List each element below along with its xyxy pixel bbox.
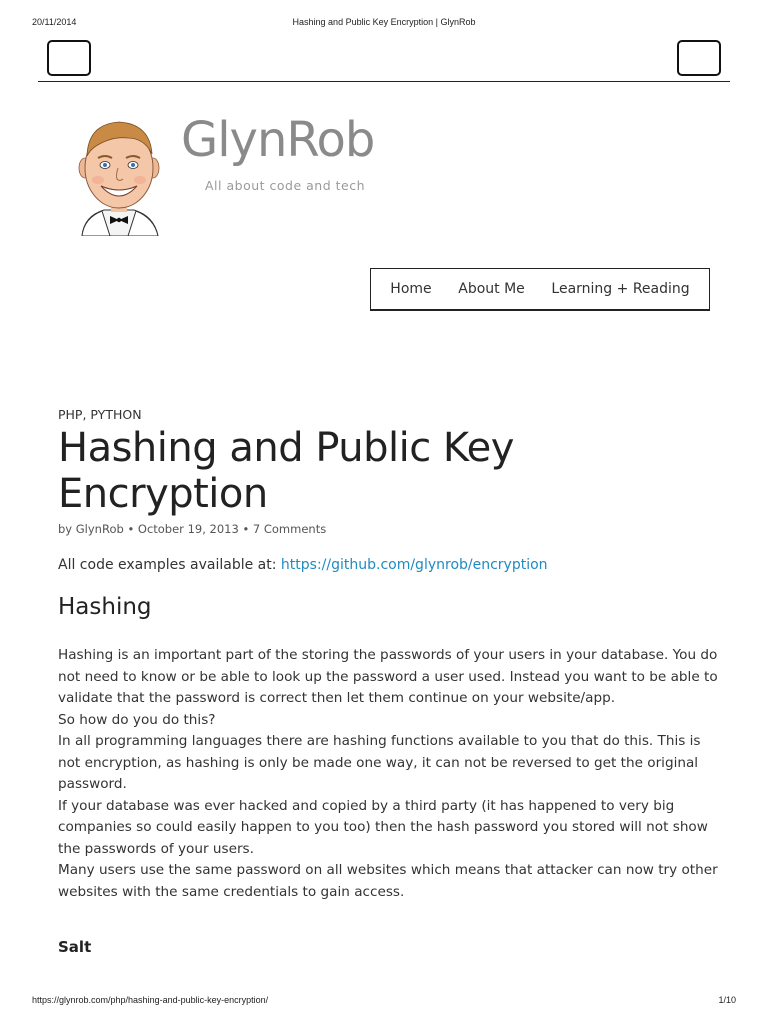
meta-separator: • [242, 522, 250, 536]
post-date[interactable]: October 19, 2013 [137, 522, 239, 536]
post-body [58, 645, 718, 903]
avatar[interactable] [74, 116, 164, 236]
section-heading-hashing: Hashing [58, 594, 152, 620]
post-categories[interactable]: PHP, PYTHON [58, 407, 142, 422]
print-url: https://glynrob.com/php/hashing-and-public-key-encryption/ [32, 995, 269, 1005]
post-title: Hashing and Public Key Encryption [58, 425, 514, 517]
nav-item-about-me[interactable]: About Me [458, 281, 525, 297]
menu-toggle-button[interactable] [47, 40, 91, 76]
comments-link[interactable]: 7 Comments [252, 522, 327, 536]
code-examples-label: All code examples available at: [58, 557, 277, 573]
nav-item-learning-reading[interactable]: Learning + Reading [551, 281, 690, 297]
print-page-number: 1/10 [718, 995, 736, 1005]
print-date: 20/11/2014 [32, 17, 77, 27]
site-tagline: All about code and tech [205, 178, 366, 193]
paragraph: Hashing is an important part of the storing the passwords of your users in your database. You do not need to know or be able to look up the password a user used. Instead you want to be able to validate that the password is correct then let them continue on your website/app. [58, 647, 718, 706]
print-page-title: Hashing and Public Key Encryption | GlynRob [292, 17, 476, 27]
site-title[interactable]: GlynRob [181, 112, 375, 168]
paragraph: If your database was ever hacked and copied by a third party (it has happened to very big companies so could easily happen to you too) then the hash password you stored will not show the passwords of your users. [58, 797, 708, 857]
nav-item-home[interactable]: Home [390, 281, 432, 297]
paragraph: In all programming languages there are hashing functions available to you that do this. This is not encryption, as hashing is only be made one way, it can not be reversed to get the original password. [58, 733, 701, 792]
paragraph: So how do you do this? [58, 711, 216, 728]
code-examples-line [58, 557, 548, 573]
meta-separator: • [127, 522, 135, 536]
post-meta [58, 522, 326, 536]
top-bar [38, 38, 730, 82]
paragraph: Many users use the same password on all websites which means that attacker can now try other websites with the same credentials to gain access. [58, 862, 718, 900]
author-link[interactable]: GlynRob [75, 522, 124, 536]
github-link[interactable]: https://github.com/glynrob/encryption [280, 557, 548, 573]
main-navigation [370, 268, 710, 311]
subheading-salt: Salt [58, 938, 92, 956]
author-prefix: by [58, 522, 73, 536]
search-toggle-button[interactable] [677, 40, 721, 76]
